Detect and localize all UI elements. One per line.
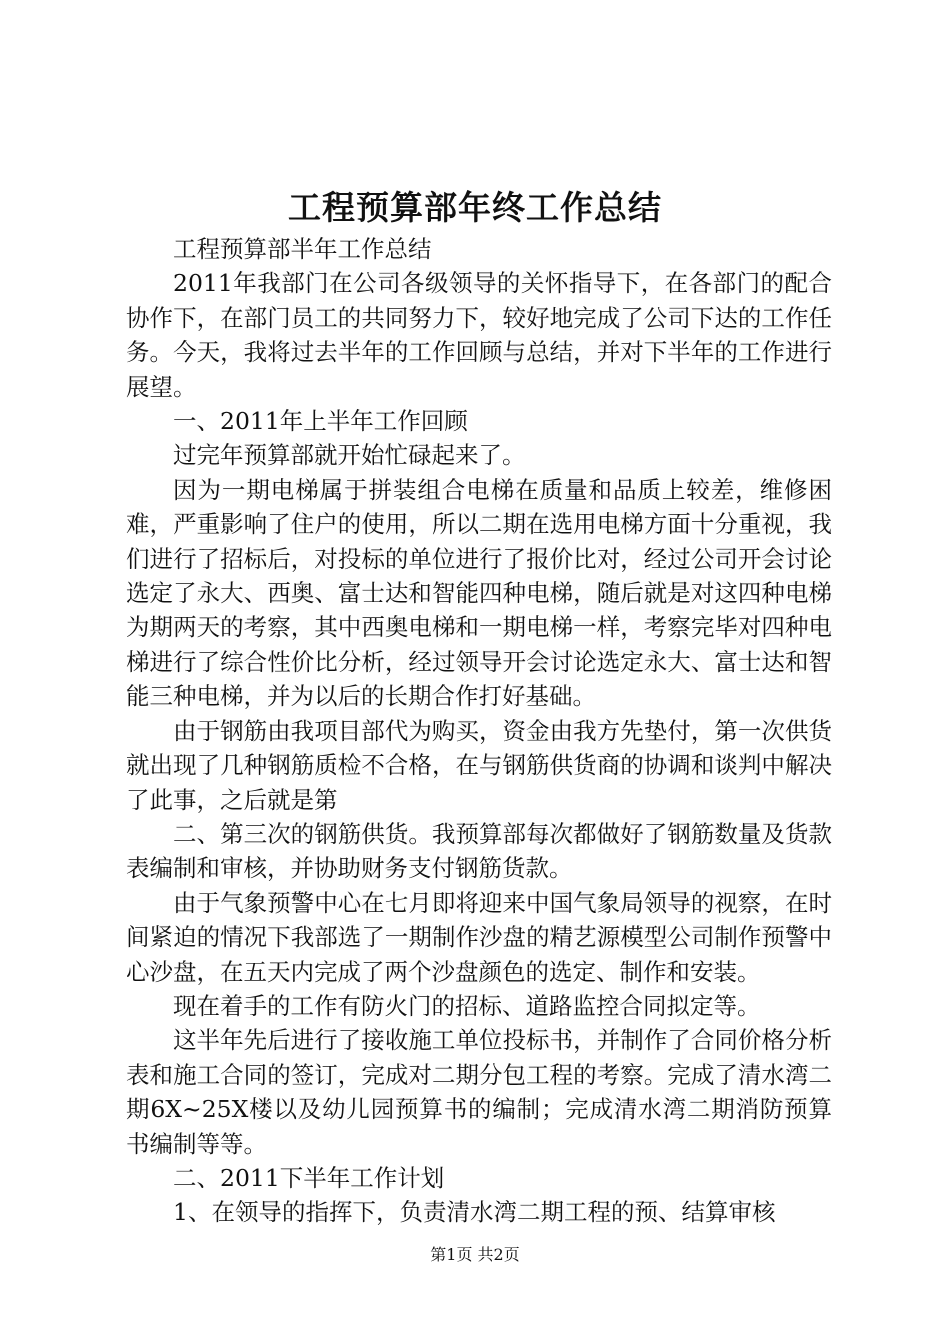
paragraph: 工程预算部半年工作总结 [173, 235, 432, 263]
document-title: 工程预算部年终工作总结 [288, 188, 662, 227]
paragraph: 1、在领导的指挥下，负责清水湾二期工程的预、结算审核 [173, 1198, 776, 1227]
paragraph: 因为一期电梯属于拼装组合电梯在质量和品质上较差，维修困难，严重影响了住户的使用，所以二期在选用电梯方面十分重视，我们进行了招标后，对投标的单位进行了报价比对，经过公司开会讨论选定了永大、西奥、富士达和智能四种电梯，随后就是对这四种电梯为期两天的考察，其中西奥电梯和一期电梯一样，考察完毕对四种电梯进行了综合性价比分析，经过领导开会讨论选定永大、富士达和智能三种电梯，并为以后的长期合作打好基础。 [126, 475, 832, 711]
paragraph: 这半年先后进行了接收施工单位投标书，并制作了合同价格分析表和施工合同的签订，完成对二期分包工程的考察。完成了清水湾二期6X~25X楼以及幼儿园预算书的编制；完成清水湾二期消防预算书编制等等。 [126, 1026, 832, 1158]
paragraph: 2011年我部门在公司各级领导的关怀指导下，在各部门的配合协作下，在部门员工的共同努力下，较好地完成了公司下达的工作任务。今天，我将过去半年的工作回顾与总结，并对下半年的工作进行展望。 [126, 269, 832, 401]
section-heading: 一、2011年上半年工作回顾 [173, 407, 468, 436]
paragraph: 过完年预算部就开始忙碌起来了。 [173, 441, 526, 470]
paragraph: 由于钢筋由我项目部代为购买，资金由我方先垫付，第一次供货就出现了几种钢筋质检不合格，在与钢筋供货商的协调和谈判中解决了此事，之后就是第 [126, 716, 832, 814]
paragraph: 二、第三次的钢筋供货。我预算部每次都做好了钢筋数量及货款表编制和审核，并协助财务支付钢筋货款。 [126, 819, 832, 883]
paragraph: 现在着手的工作有防火门的招标、道路监控合同拟定等。 [173, 991, 761, 1020]
document-body [126, 232, 832, 1230]
paragraph: 由于气象预警中心在七月即将迎来中国气象局领导的视察，在时间紧迫的情况下我部选了一期制作沙盘的精艺源模型公司制作预警中心沙盘，在五天内完成了两个沙盘颜色的选定、制作和安装。 [126, 888, 832, 986]
page-footer: 第1页 共2页 [430, 1245, 520, 1264]
section-heading: 二、2011下半年工作计划 [173, 1163, 445, 1192]
